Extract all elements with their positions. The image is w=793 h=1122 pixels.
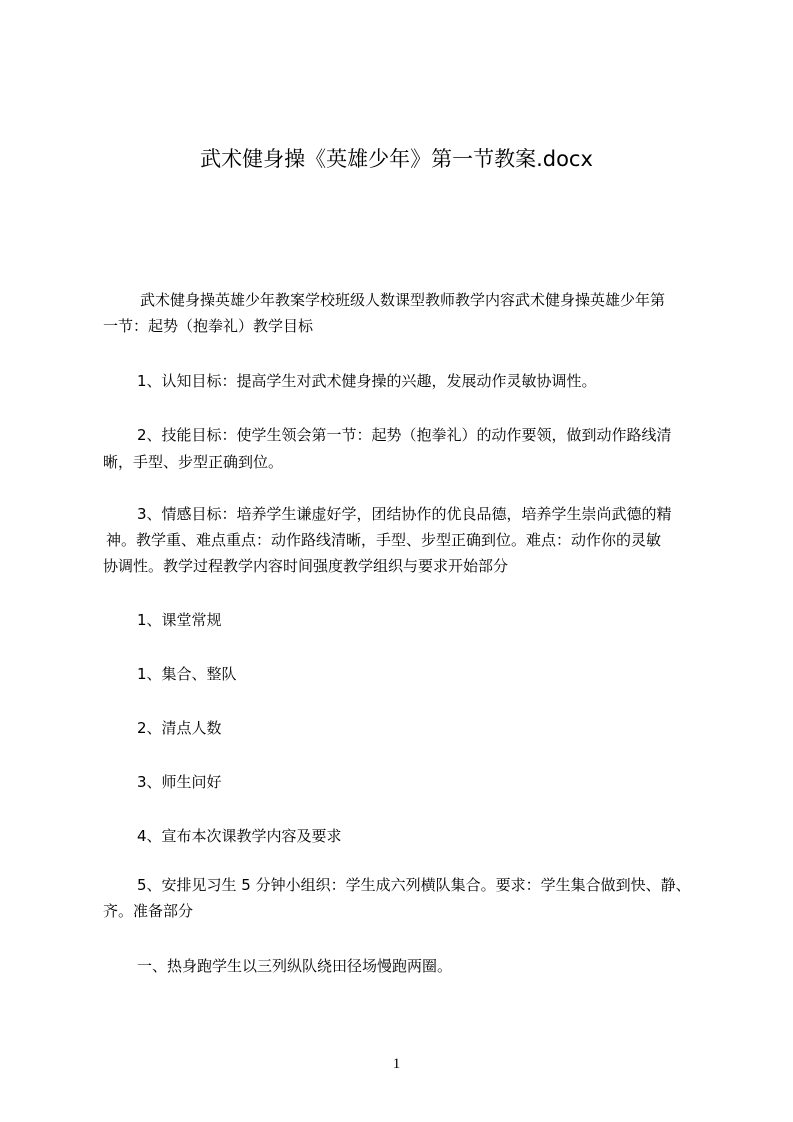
paragraph-line: 齐。准备部分: [103, 902, 194, 920]
paragraph-line: 1、认知目标：提高学生对武术健身操的兴趣，发展动作灵敏协调性。: [137, 372, 597, 390]
document-title: 武术健身操《英雄少年》第一节教案.docx: [200, 147, 593, 171]
paragraph-line: 神。教学重、难点重点：动作路线清晰，手型、步型正确到位。难点：动作你的灵敏: [106, 531, 662, 549]
list-item: 1、集合、整队: [137, 665, 237, 683]
list-item: 3、师生问好: [137, 773, 222, 791]
paragraph-line: 一节：起势（抱拳礼）教学目标: [103, 317, 314, 335]
paragraph-line: 晰，手型、步型正确到位。: [103, 453, 284, 471]
paragraph-line: 一、热身跑学生以三列纵队绕田径场慢跑两圈。: [137, 957, 453, 975]
paragraph-line: 5、安排见习生 5 分钟小组织：学生成六列横队集合。要求：学生集合做到快、静、: [137, 876, 691, 894]
paragraph-line: 2、技能目标：使学生领会第一节：起势（抱拳礼）的动作要领，做到动作路线清: [137, 426, 672, 444]
list-item: 1、课堂常规: [137, 611, 222, 629]
list-item: 2、清点人数: [137, 719, 222, 737]
paragraph-line: 武术健身操英雄少年教案学校班级人数课型教师教学内容武术健身操英雄少年第: [140, 291, 666, 309]
paragraph-line: 3、情感目标：培养学生谦虚好学，团结协作的优良品德，培养学生崇尚武德的精: [137, 505, 672, 523]
page-number: 1: [392, 1056, 401, 1072]
list-item: 4、宣布本次课教学内容及要求: [137, 827, 342, 845]
paragraph-line: 协调性。教学过程教学内容时间强度教学组织与要求开始部分: [103, 557, 509, 575]
